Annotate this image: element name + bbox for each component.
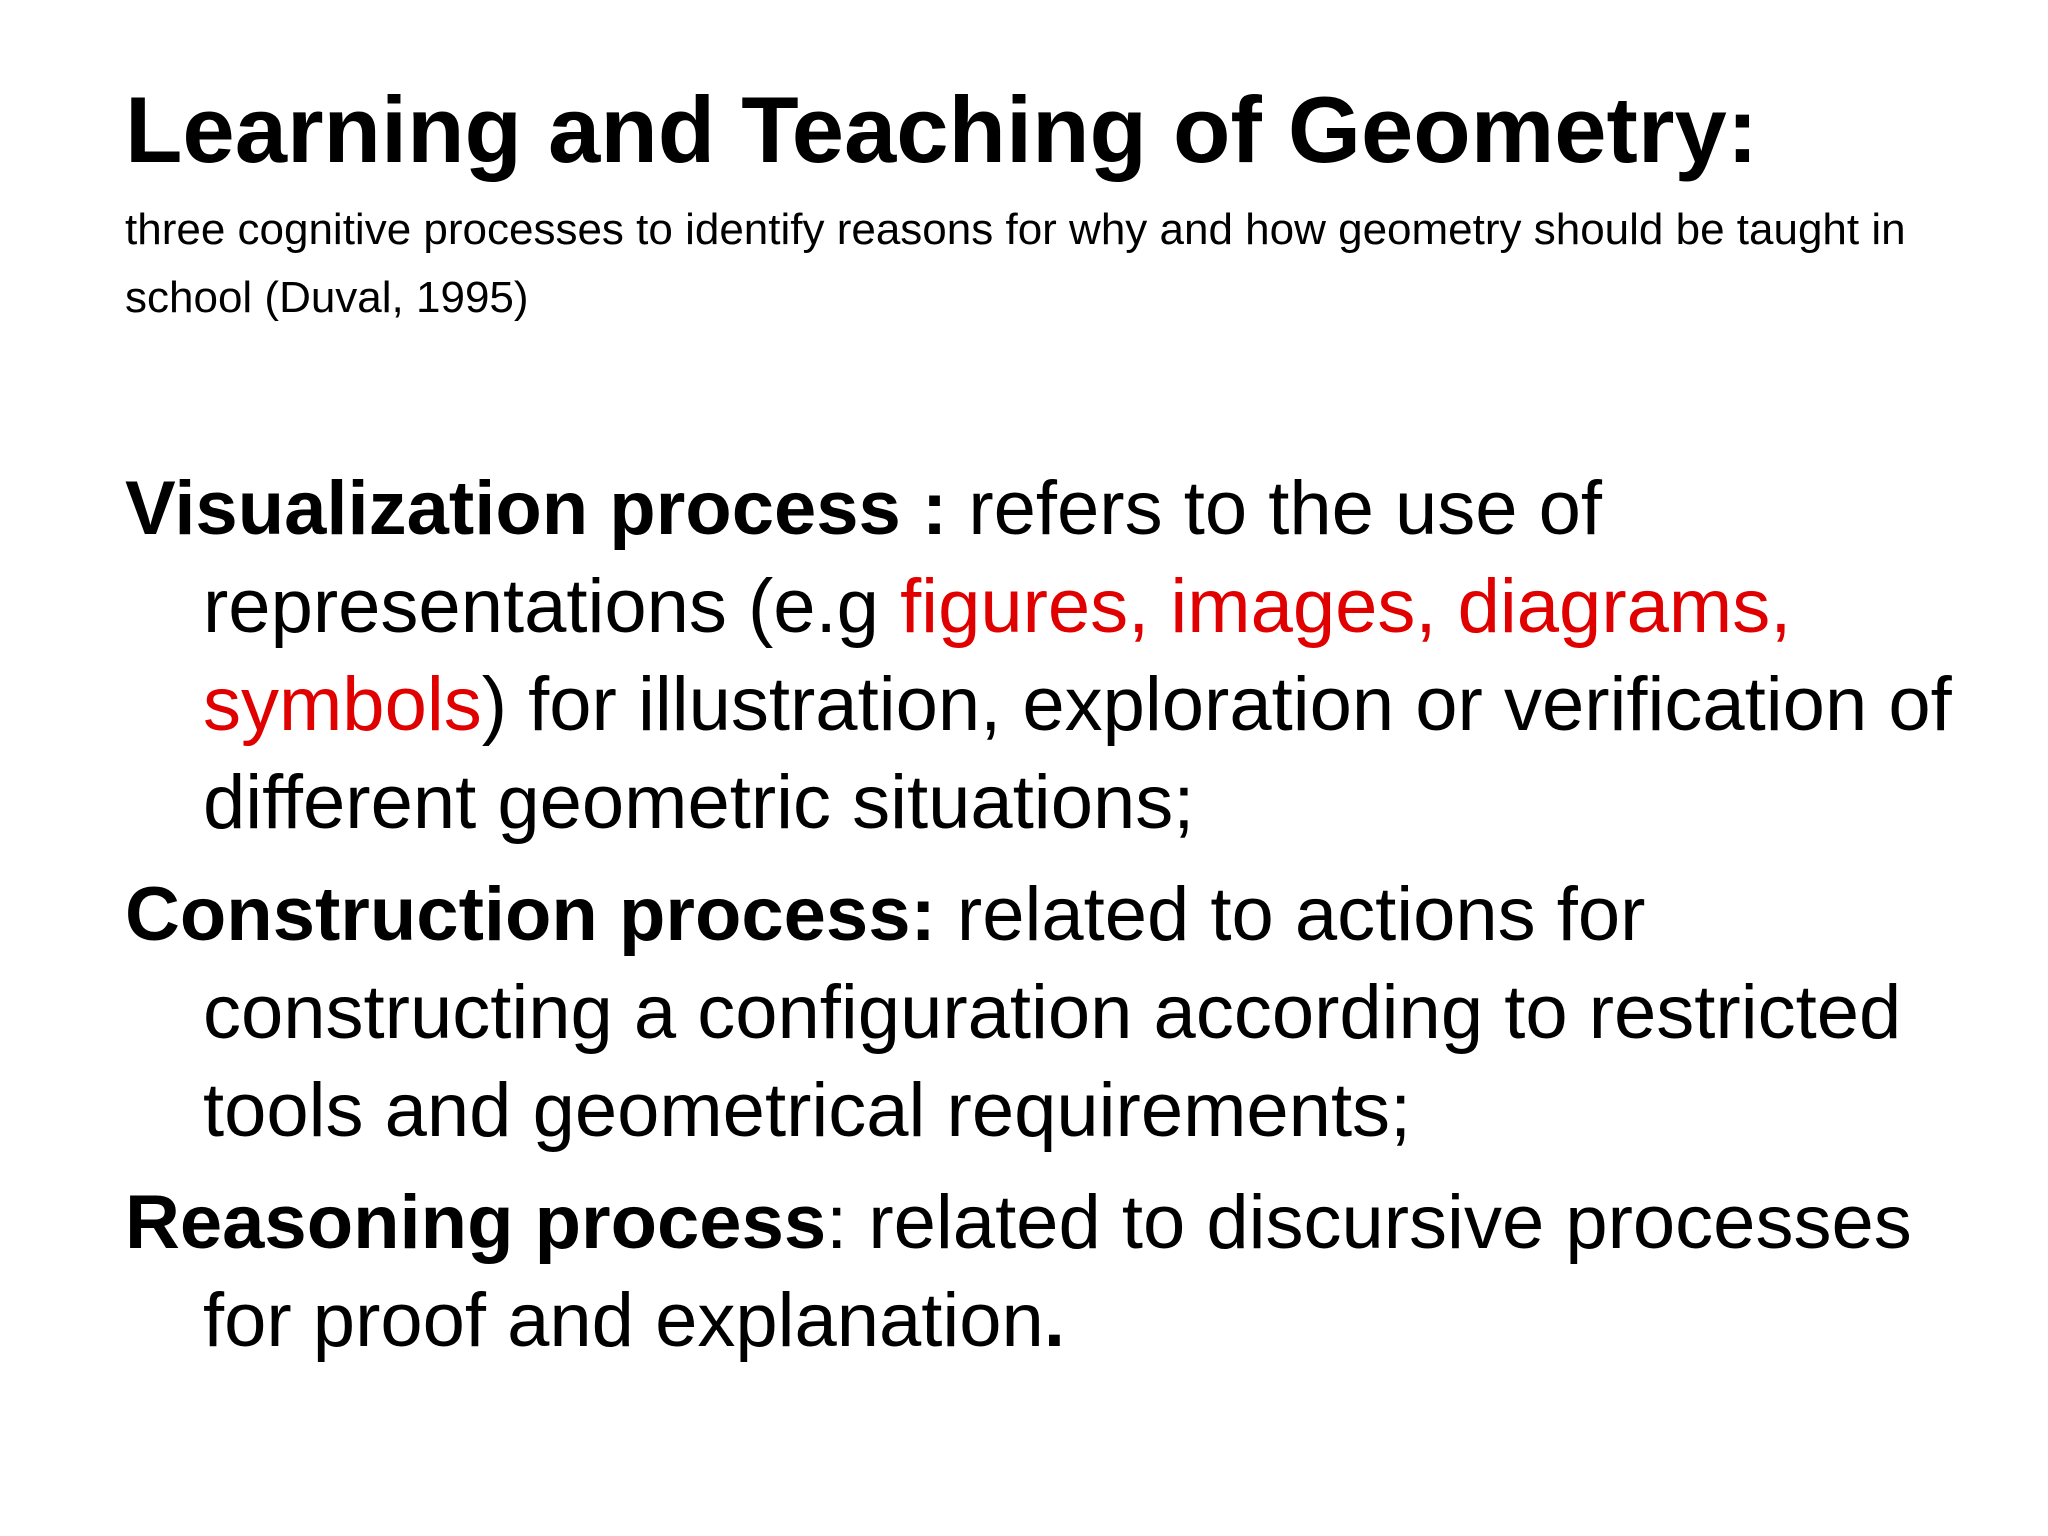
- visualization-process-text-before: refers to the use of representations (e.g: [203, 466, 1602, 649]
- reasoning-process-term: Reasoning process: [125, 1180, 827, 1265]
- slide-subtitle: three cognitive processes to identify reasons for why and how geometry should be taught in school (Duval, 1995): [125, 205, 1906, 322]
- reasoning-process-item: [125, 1174, 1985, 1370]
- visualization-process-term: Visualization process :: [125, 466, 948, 551]
- construction-process-item: [125, 866, 1985, 1160]
- construction-process-term: Construction process:: [125, 872, 936, 957]
- visualization-process-examples: figures, images, diagrams, symbols: [203, 564, 1792, 747]
- construction-process-text: related to actions for constructing a configuration according to restricted tools and geometrical requirements;: [203, 872, 1902, 1153]
- visualization-process-item: [125, 460, 1985, 852]
- process-list: [125, 460, 1985, 1384]
- reasoning-process-text: : related to discursive processes for proof and explanation: [203, 1180, 1912, 1363]
- visualization-process-text-after: ) for illustration, exploration or verification of different geometric situations;: [203, 662, 1952, 845]
- reasoning-process-end-mark: .: [1043, 1278, 1065, 1363]
- slide-title: Learning and Teaching of Geometry:: [125, 77, 1759, 182]
